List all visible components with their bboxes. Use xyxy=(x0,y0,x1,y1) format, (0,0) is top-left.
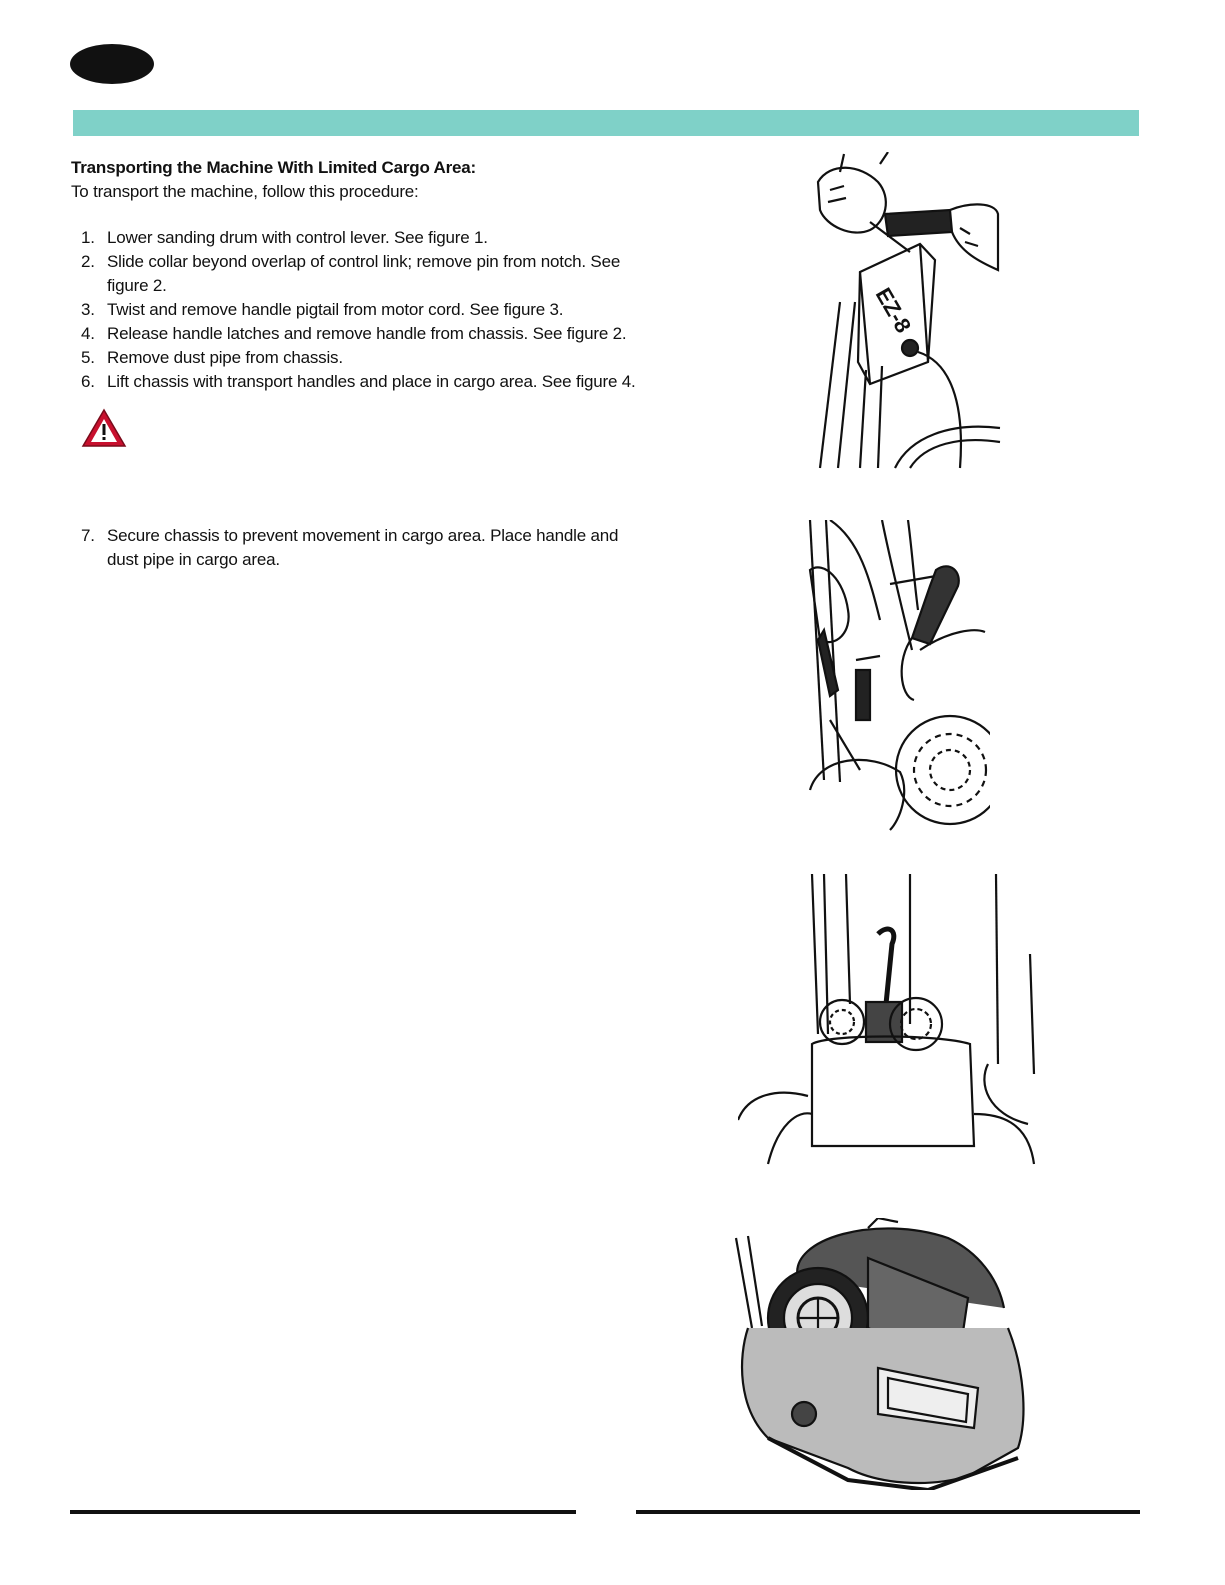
warning-triangle-icon xyxy=(81,408,127,448)
step-item xyxy=(71,226,651,250)
step-item-7 xyxy=(71,524,651,572)
step-number: 7. xyxy=(81,526,95,545)
step-item xyxy=(71,370,651,394)
step-text: Secure chassis to prevent movement in cargo area. Place handle and dust pipe in cargo area. xyxy=(107,526,619,569)
procedure-steps xyxy=(71,226,651,394)
step-item xyxy=(71,322,651,346)
step-text: Release handle latches and remove handle from chassis. See figure 2. xyxy=(107,324,627,343)
main-text-column xyxy=(71,156,651,572)
figure-1-illustration xyxy=(800,152,1005,470)
step-number: 4. xyxy=(81,324,95,343)
figure-4-illustration xyxy=(728,1218,1028,1490)
page-tab-marker xyxy=(70,44,154,84)
step-text: Twist and remove handle pigtail from motor cord. See figure 3. xyxy=(107,300,564,319)
step-number: 1. xyxy=(81,228,95,247)
footer-rule-left xyxy=(70,1510,576,1514)
section-title: Transporting the Machine With Limited Cargo Area: xyxy=(71,158,477,177)
step-item xyxy=(71,298,651,322)
step-item xyxy=(71,250,651,298)
figure-2-illustration xyxy=(800,520,990,832)
intro-text: To transport the machine, follow this procedure: xyxy=(71,182,419,201)
warning-row xyxy=(71,394,651,524)
step-number: 3. xyxy=(81,300,95,319)
step-text: Lower sanding drum with control lever. See figure 1. xyxy=(107,228,488,247)
footer-rule-right xyxy=(636,1510,1140,1514)
figure-1-label: EZ-8 xyxy=(870,283,917,338)
figure-3-illustration xyxy=(738,874,1038,1166)
step-text: Slide collar beyond overlap of control link; remove pin from notch. See figure 2. xyxy=(107,252,621,295)
step-item xyxy=(71,346,651,370)
step-text: Lift chassis with transport handles and place in cargo area. See figure 4. xyxy=(107,372,636,391)
step-number: 5. xyxy=(81,348,95,367)
step-number: 6. xyxy=(81,372,95,391)
section-header-bar xyxy=(73,110,1139,136)
step-text: Remove dust pipe from chassis. xyxy=(107,348,343,367)
step-number: 2. xyxy=(81,252,95,271)
